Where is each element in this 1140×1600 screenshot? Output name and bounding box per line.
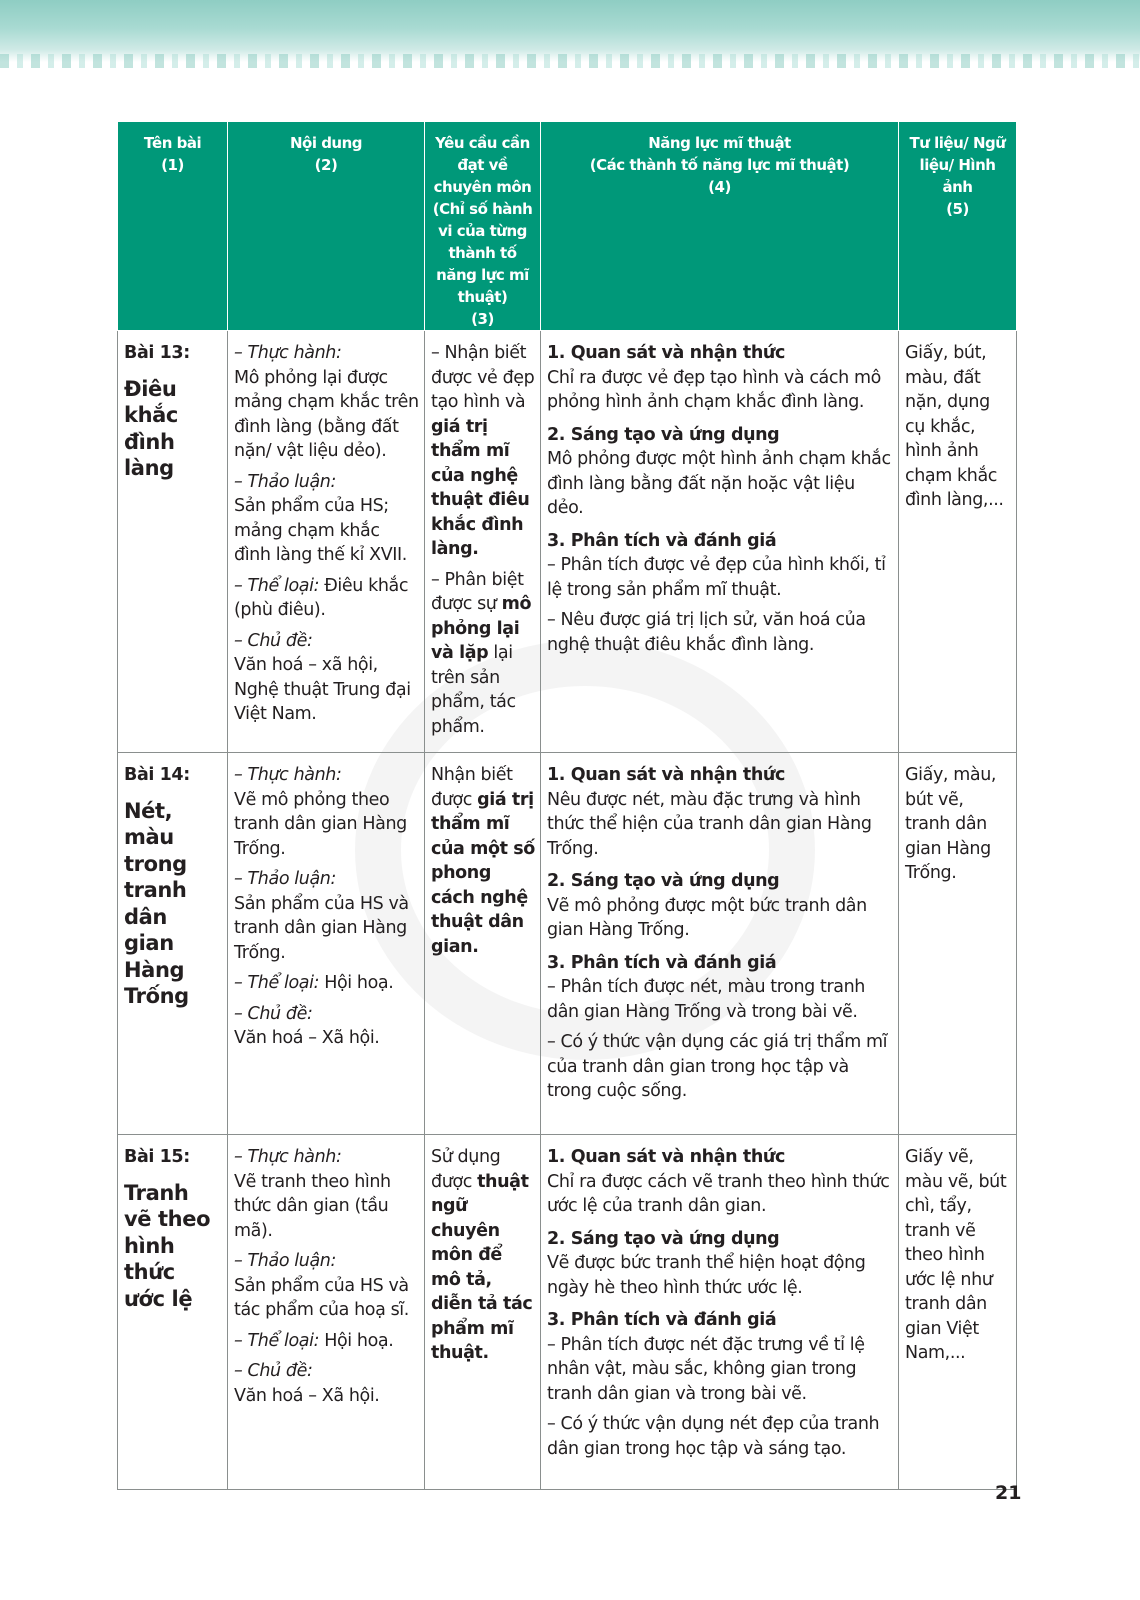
decorative-top-band xyxy=(0,0,1140,62)
requirement-a-bold: giá trị thẩm mĩ của nghệ thuật điêu khắc đình làng. xyxy=(431,416,530,559)
topic-text: Văn hoá – Xã hội. xyxy=(234,1385,380,1406)
section-create-text: Vẽ mô phỏng được một bức tranh dân gian Hàng Trống. xyxy=(547,895,867,940)
competence-cell xyxy=(541,1135,899,1490)
section-analyze-title: 3. Phân tích và đánh giá xyxy=(547,952,777,973)
discussion-text: Sản phẩm của HS và tác phẩm của hoạ sĩ. xyxy=(234,1275,409,1320)
materials-cell xyxy=(899,1135,1017,1490)
genre-line xyxy=(234,971,419,996)
requirements-cell xyxy=(425,753,541,1135)
content-cell xyxy=(228,753,425,1135)
requirement-a-bold: thuật ngữ chuyên môn để mô tả, diễn tả tác phẩm mĩ thuật. xyxy=(431,1171,533,1363)
requirement-a-plain: Sử dụng được xyxy=(431,1147,501,1192)
requirement-b-tail: lại trên sản phẩm, tác phẩm. xyxy=(431,643,516,737)
genre-text: Điêu khắc (phù điêu). xyxy=(234,575,409,620)
section-analyze-title: 3. Phân tích và đánh giá xyxy=(547,1310,777,1330)
section-observe-text: Chỉ ra được vẻ đẹp tạo hình và cách mô phỏng hình ảnh chạm khắc đình làng. xyxy=(547,367,881,412)
lesson-cell xyxy=(118,1135,228,1490)
header-materials: Tư liệu/ Ngữ liệu/ Hình ảnh (5) xyxy=(899,122,1017,331)
materials-cell xyxy=(899,331,1017,753)
lesson-number: Bài 15: xyxy=(124,1147,190,1167)
content-cell xyxy=(228,1135,425,1490)
table-row xyxy=(118,331,1017,753)
requirement-a xyxy=(431,763,535,959)
discussion-label: – Thảo luận: xyxy=(234,869,336,889)
lesson-number: Bài 13: xyxy=(124,343,190,363)
lesson-title: Nét, màu trong tranh dân gian Hàng Trống xyxy=(124,798,189,1008)
practice-text: Vẽ mô phỏng theo tranh dân gian Hàng Trống. xyxy=(234,789,407,859)
genre-label: – Thể loại: xyxy=(234,575,320,596)
requirement-b-plain: – Phân biệt được sự xyxy=(431,569,524,614)
header-content: Nội dung (2) xyxy=(228,122,425,331)
requirements-cell xyxy=(425,1135,541,1490)
topic-text: Văn hoá – Xã hội. xyxy=(234,1028,380,1048)
materials-cell xyxy=(899,753,1017,1135)
table-row xyxy=(118,753,1017,1135)
practice-label: – Thực hành: xyxy=(234,765,342,785)
table-header-row xyxy=(118,122,1017,331)
lesson-cell xyxy=(118,753,228,1135)
lesson-title: Tranh vẽ theo hình thức ước lệ xyxy=(124,1180,211,1311)
practice-label: – Thực hành: xyxy=(234,343,342,363)
requirement-b-bold: mô phỏng lại và lặp xyxy=(431,594,532,663)
section-analyze-line: – Phân tích được nét đặc trưng về tỉ lệ nhân vật, màu sắc, không gian trong tranh dân gian và trong bài vẽ. xyxy=(547,1334,865,1404)
section-observe-text: Chỉ ra được cách vẽ tranh theo hình thức ước lệ của tranh dân gian. xyxy=(547,1171,890,1216)
materials-text: Giấy, bút, màu, đất nặn, dụng cụ khắc, hình ảnh chạm khắc đình làng,... xyxy=(905,343,1004,510)
section-create-text: Mô phỏng được một hình ảnh chạm khắc đình làng bằng đất nặn hoặc vật liệu dẻo. xyxy=(547,449,891,518)
section-observe-text: Nêu được nét, màu đặc trưng và hình thức thể hiện của tranh dân gian Hàng Trống. xyxy=(547,789,872,859)
genre-text: Hội hoạ. xyxy=(319,973,394,993)
requirement-a xyxy=(431,1145,535,1366)
requirement-a-bold: giá trị thẩm mĩ của một số phong cách nghệ thuật dân gian. xyxy=(431,789,535,957)
section-create-title: 2. Sáng tạo và ứng dụng xyxy=(547,1228,780,1249)
materials-text: Giấy vẽ, màu vẽ, bút chì, tẩy, tranh vẽ theo hình ước lệ như tranh dân gian Việt Nam,... xyxy=(905,1147,1007,1363)
genre-line xyxy=(234,1329,419,1354)
section-analyze-line: – Có ý thức vận dụng nét đẹp của tranh dân gian trong học tập và sáng tạo. xyxy=(547,1414,880,1459)
header-requirements: Yêu cầu cần đạt về chuyên môn (Chỉ số hành vi của từng thành tố năng lực mĩ thuật) (3) xyxy=(425,122,541,331)
requirements-cell xyxy=(425,331,541,753)
header-lesson-name: Tên bài (1) xyxy=(118,122,228,331)
lesson-title: Điêu khắc đình làng xyxy=(124,376,178,480)
lesson-number: Bài 14: xyxy=(124,765,190,785)
header-art-competence: Năng lực mĩ thuật (Các thành tố năng lực mĩ thuật) (4) xyxy=(541,122,899,331)
section-create-title: 2. Sáng tạo và ứng dụng xyxy=(547,871,780,891)
practice-text: Mô phỏng lại được mảng chạm khắc trên đình làng (bằng đất nặn/ vật liệu dẻo). xyxy=(234,367,419,461)
section-observe-title: 1. Quan sát và nhận thức xyxy=(547,765,785,785)
materials-text: Giấy, màu, bút vẽ, tranh dân gian Hàng Trống. xyxy=(905,765,997,883)
genre-line xyxy=(234,574,419,623)
lesson-plan-table xyxy=(117,121,1017,1490)
requirement-a xyxy=(431,341,535,562)
genre-label: – Thể loại: xyxy=(234,973,320,993)
practice-text: Vẽ tranh theo hình thức dân gian (tầu mã). xyxy=(234,1171,391,1241)
discussion-text: Sản phẩm của HS; mảng chạm khắc đình làng thế kỉ XVII. xyxy=(234,496,407,565)
table-row xyxy=(118,1135,1017,1490)
practice-label: – Thực hành: xyxy=(234,1147,342,1167)
section-observe-title: 1. Quan sát và nhận thức xyxy=(547,343,785,363)
topic-text: Văn hoá – xã hội, Nghệ thuật Trung đại Việt Nam. xyxy=(234,655,411,724)
lesson-cell xyxy=(118,331,228,753)
topic-label: – Chủ đề: xyxy=(234,630,313,651)
section-analyze-line: – Phân tích được nét, màu trong tranh dân gian Hàng Trống và trong bài vẽ. xyxy=(547,977,865,1022)
section-create-text: Vẽ được bức tranh thể hiện hoạt động ngày hè theo hình thức ước lệ. xyxy=(547,1253,866,1298)
discussion-text: Sản phẩm của HS và tranh dân gian Hàng Trống. xyxy=(234,893,409,963)
requirement-a-plain: Nhận biết được xyxy=(431,765,513,810)
section-analyze-line: – Có ý thức vận dụng các giá trị thẩm mĩ của tranh dân gian trong học tập và trong cuộc sống. xyxy=(547,1032,888,1101)
genre-text: Hội hoạ. xyxy=(319,1330,394,1351)
requirement-a-plain: – Nhận biết được vẻ đẹp tạo hình và xyxy=(431,343,535,412)
section-observe-title: 1. Quan sát và nhận thức xyxy=(547,1147,785,1167)
requirement-b xyxy=(431,568,535,740)
topic-label: – Chủ đề: xyxy=(234,1003,313,1024)
genre-label: – Thể loại: xyxy=(234,1330,320,1351)
topic-label: – Chủ đề: xyxy=(234,1361,313,1381)
section-analyze-line: – Nêu được giá trị lịch sử, văn hoá của nghệ thuật điêu khắc đình làng. xyxy=(547,610,866,655)
discussion-label: – Thảo luận: xyxy=(234,471,336,492)
section-create-title: 2. Sáng tạo và ứng dụng xyxy=(547,424,780,445)
section-analyze-title: 3. Phân tích và đánh giá xyxy=(547,530,777,551)
page-number: 21 xyxy=(995,1482,1022,1504)
content-cell xyxy=(228,331,425,753)
competence-cell xyxy=(541,753,899,1135)
competence-cell xyxy=(541,331,899,753)
section-analyze-line: – Phân tích được vẻ đẹp của hình khối, tỉ lệ trong sản phẩm mĩ thuật. xyxy=(547,555,886,600)
discussion-label: – Thảo luận: xyxy=(234,1251,336,1271)
